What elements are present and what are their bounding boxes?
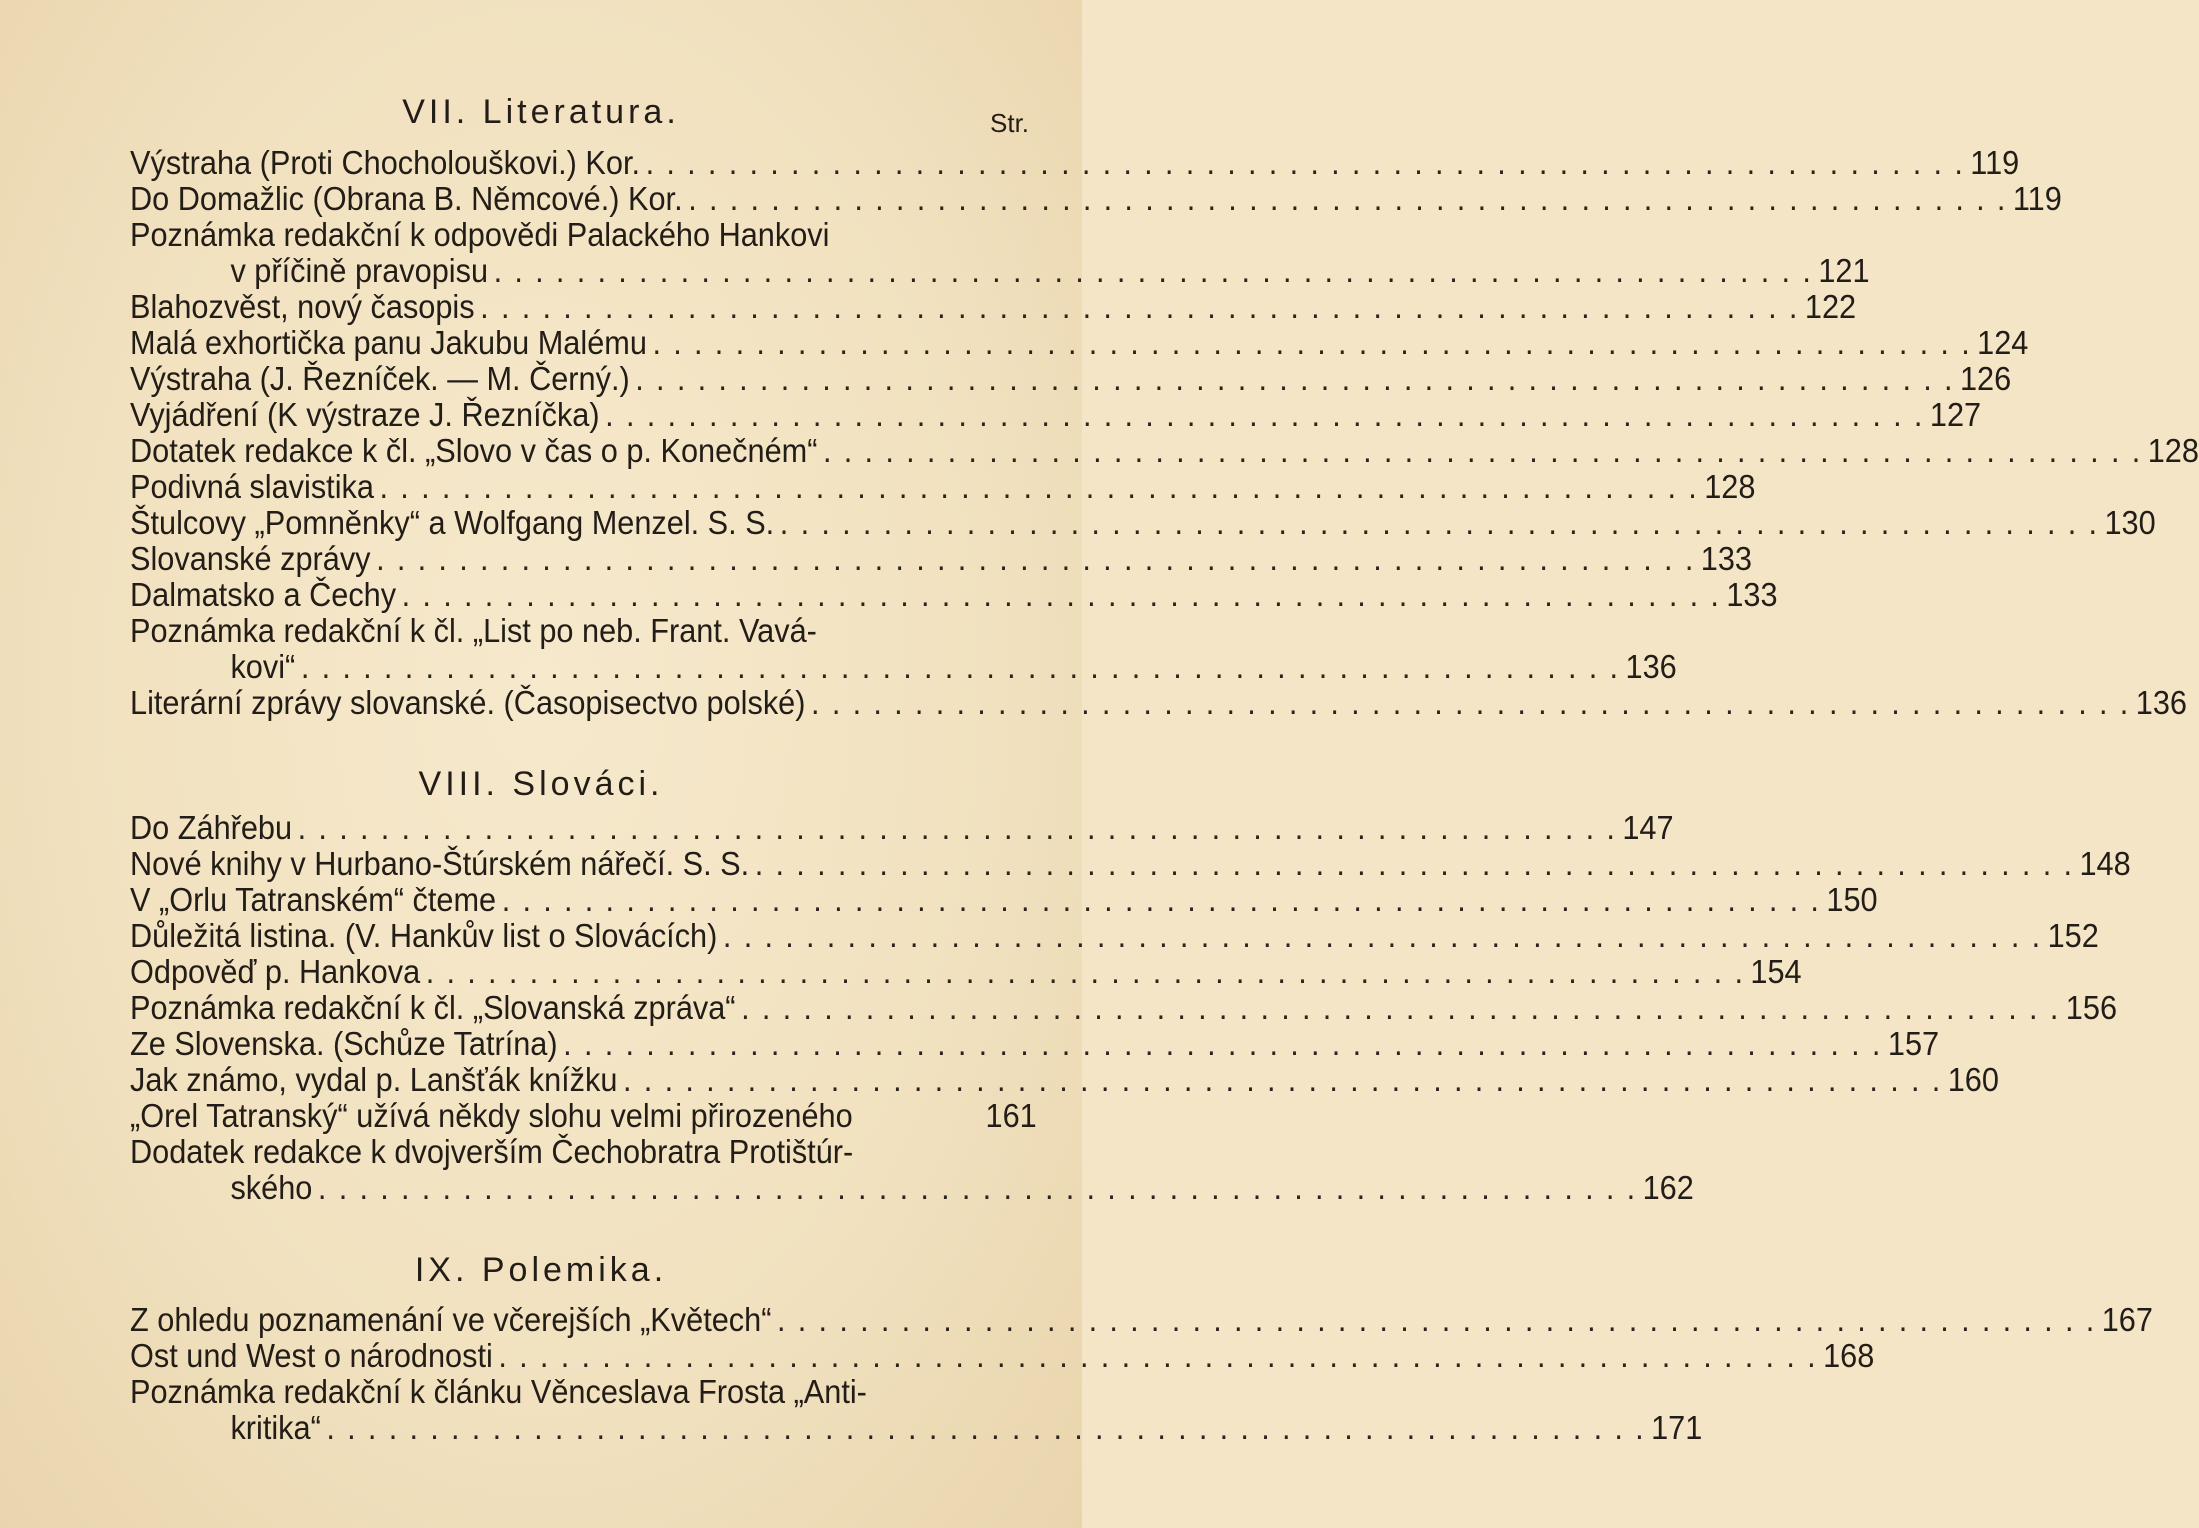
toc-entry (130, 360, 2012, 397)
toc-entry-page: 136 (1625, 648, 1677, 685)
toc-entry-title: Odpověď p. Hankova (130, 953, 421, 990)
toc-entry (130, 1409, 1703, 1446)
toc-entry-page: 122 (1804, 288, 1857, 325)
toc-section-polemika (130, 1301, 2153, 1446)
section-heading: VII. Literatura. (402, 93, 680, 131)
leader-dots (755, 846, 2074, 882)
toc-entry (130, 180, 2062, 217)
leader-dots (502, 882, 1821, 918)
toc-entry (130, 1337, 1875, 1374)
toc-entry-title: Dalmatsko a Čechy (130, 576, 397, 613)
toc-entry-page: 154 (1750, 953, 1802, 990)
toc-entry (130, 1301, 2153, 1338)
toc-entry (130, 217, 1037, 253)
toc-entry-title: Vyjádření (K výstraze J. Řezníčka) (130, 396, 600, 433)
toc-entry-page: 148 (2079, 845, 2131, 882)
toc-entry-page: 126 (1959, 360, 2012, 397)
toc-entry-page: 136 (2135, 684, 2187, 721)
toc-entry (130, 917, 2099, 954)
toc-entry (130, 1374, 1037, 1410)
toc-entry-page: 128 (2147, 432, 2199, 469)
toc-entry-page: 133 (1726, 576, 1778, 613)
toc-entry (130, 144, 2020, 181)
leader-dots (326, 1410, 1645, 1446)
leader-dots (823, 433, 2142, 469)
toc-entry (130, 1169, 1694, 1206)
toc-entry-title: „Orel Tatranský“ užívá někdy slohu velmi přirozeného (130, 1097, 853, 1134)
toc-entry-page: 150 (1826, 881, 1878, 918)
leader-dots (380, 469, 1699, 505)
page-column-label: Str. (990, 108, 1030, 138)
toc-entry-title: Slovanské zprávy (130, 540, 371, 577)
toc-entry (130, 504, 2156, 541)
toc-entry-title: Jak známo, vydal p. Lanšťák knížku (130, 1061, 618, 1098)
toc-entry-title: v příčině pravopisu (230, 252, 489, 289)
toc-entry (130, 1061, 1999, 1098)
toc-entry-page: 157 (1887, 1025, 1940, 1062)
leader-dots (741, 990, 2060, 1026)
toc-entry-title: kritika“ (230, 1409, 321, 1446)
toc-entry-title: Důležitá listina. (V. Hankův list o Slovácích) (130, 917, 718, 954)
leader-dots (811, 685, 2130, 721)
toc-entry-title: Do Domažlic (Obrana B. Němcové.) Kor. (130, 180, 683, 217)
toc-entry-page: 133 (1700, 540, 1753, 577)
toc-entry (130, 432, 2199, 469)
leader-dots (376, 541, 1695, 577)
toc-entry-page: 147 (1622, 809, 1674, 846)
toc-entry-title: Dodatek redakce k dvojverším Čechobratra Protištúr- (130, 1133, 854, 1170)
toc-entry (130, 1098, 1037, 1134)
leader-dots (623, 1062, 1942, 1098)
toc-entry (130, 252, 1870, 289)
toc-entry-page: 124 (1977, 324, 2029, 361)
toc-entry-title: Dotatek redakce k čl. „Slovo v čas o p. Konečném“ (130, 432, 818, 469)
toc-entry-page: 119 (1970, 144, 2020, 181)
leader-dots (605, 397, 1924, 433)
toc-entry-page: 119 (2012, 180, 2062, 217)
leader-dots (777, 1302, 2096, 1338)
toc-entry-title: Poznámka redakční k čl. „List po neb. Frant. Vavá- (130, 612, 817, 649)
toc-entry (130, 684, 2187, 721)
leader-dots (480, 289, 1799, 325)
toc-entry-title: Nové knihy v Hurbano-Štúrském nářečí. S. S. (130, 845, 750, 882)
toc-entry-title: Poznámka redakční k odpovědi Palackého Hankovi (130, 216, 830, 253)
toc-section-literatura (130, 144, 2199, 721)
toc-entry (130, 288, 1857, 325)
leader-dots (298, 810, 1617, 846)
toc-entry-title: Literární zprávy slovanské. (Časopisectvo polské) (130, 684, 806, 721)
toc-section-slovaci (130, 809, 2131, 1206)
toc-entry-page: 167 (2101, 1301, 2153, 1338)
toc-entry (130, 613, 1037, 649)
toc-entry-title: Ze Slovenska. (Schůze Tatrína) (130, 1025, 558, 1062)
toc-entry (130, 1025, 1940, 1062)
toc-entry (130, 989, 2118, 1026)
leader-dots (301, 649, 1620, 685)
leader-dots (652, 325, 1971, 361)
leader-dots (780, 505, 2099, 541)
leader-dots (402, 577, 1721, 613)
toc-entry-title: V „Orlu Tatranském“ čteme (130, 881, 497, 918)
section-heading: VIII. Slováci. (418, 765, 664, 803)
toc-entry (130, 845, 2131, 882)
toc-entry (130, 881, 1878, 918)
toc-entry-page: 128 (1704, 468, 1756, 505)
toc-entry-title: Poznámka redakční k článku Věnceslava Frosta „Anti- (130, 1373, 867, 1410)
toc-entry-title: Blahozvěst, nový časopis (130, 288, 475, 325)
toc-entry-title: kovi“ (230, 648, 296, 685)
toc-entry-page: 127 (1929, 396, 1982, 433)
toc-entry-title: Malá exhortička panu Jakubu Malému (130, 324, 647, 361)
toc-entry (130, 648, 1677, 685)
toc-entry-title: Výstraha (J. Řezníček. — M. Černý.) (130, 360, 630, 397)
leader-dots (494, 253, 1813, 289)
section-heading: IX. Polemika. (414, 1251, 668, 1289)
toc-entry-title: Z ohledu poznamenání ve včerejších „Květech“ (130, 1301, 772, 1338)
toc-entry-title: Štulcovy „Pomněnky“ a Wolfgang Menzel. S. S. (130, 504, 775, 541)
toc-entry (130, 468, 1756, 505)
toc-entry (130, 396, 1982, 433)
toc-entry-title: ského (230, 1169, 313, 1206)
toc-entry-page: 130 (2104, 504, 2156, 541)
toc-entry-page: 171 (1651, 1409, 1703, 1446)
toc-entry (130, 953, 1802, 990)
toc-entry-title: Poznámka redakční k čl. „Slovanská zpráva“ (130, 989, 736, 1026)
toc-entry-page: 121 (1818, 252, 1870, 289)
toc-entry-page: 168 (1823, 1337, 1875, 1374)
toc-entry (130, 1134, 1037, 1170)
toc-entry-page: 162 (1642, 1169, 1694, 1206)
leader-dots (646, 145, 1965, 181)
toc-entry-page: 161 (985, 1097, 1037, 1134)
leader-dots (498, 1338, 1817, 1374)
toc-entry-page: 160 (1947, 1061, 1999, 1098)
leader-dots (563, 1026, 1882, 1062)
toc-entry-title: Podivná slavistika (130, 468, 374, 505)
toc-entry (130, 576, 1778, 613)
toc-entry-page: 156 (2065, 989, 2118, 1026)
leader-dots (723, 918, 2042, 954)
toc-entry-title: Ost und West o národnosti (130, 1337, 493, 1374)
toc-entry (130, 540, 1753, 577)
toc-entry-page: 152 (2047, 917, 2099, 954)
toc-entry (130, 809, 1674, 846)
toc-entry-title: Výstraha (Proti Chocholouškovi.) Kor. (130, 144, 641, 181)
leader-dots (318, 1170, 1637, 1206)
toc-entry (130, 324, 2029, 361)
leader-dots (426, 954, 1745, 990)
leader-dots (688, 181, 2007, 217)
toc-entry-title: Do Záhřebu (130, 809, 293, 846)
leader-dots (635, 361, 1954, 397)
